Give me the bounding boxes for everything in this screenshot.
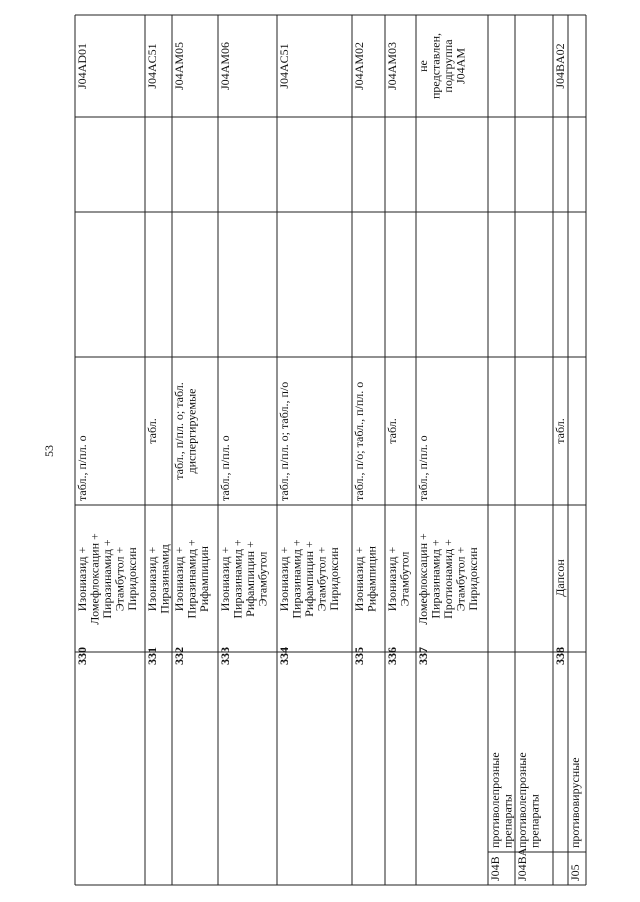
atc-code-cell-line: подгруппа [441, 39, 455, 93]
atc-code-cell [277, 43, 291, 88]
drug-name-cell-line: Пиразинамид + [100, 539, 114, 619]
drug-name-cell-line: Этамбутол [255, 551, 270, 607]
dosage-form-cell-line: табл., п/пл. о; табл., п/о [277, 381, 291, 501]
drug-name-cell-line: Рифампицин + [243, 541, 257, 617]
row-number-line: 337 [416, 647, 430, 665]
drug-name-cell-line: Изониазид + [352, 546, 366, 612]
atc-code-cell [145, 43, 159, 88]
atc-code-cell-line: J04AC51 [277, 43, 291, 89]
row-number-line: 331 [145, 647, 159, 665]
page-number: 53 [42, 445, 56, 457]
page-meta [42, 445, 56, 457]
dosage-form-cell-line: табл. [145, 418, 159, 444]
dosage-form-cell-line: табл., п/пл. о [75, 435, 89, 501]
drug-name-cell-line: Пиразинамид + [230, 539, 245, 619]
drug-name-cell-line: Ломефлоксацин + [87, 533, 102, 625]
row-number-line: 338 [553, 647, 567, 665]
dosage-form-cell [75, 435, 89, 501]
drug-name-cell-line: Пиразинамид + [184, 539, 199, 619]
dosage-form-cell [553, 418, 567, 444]
dosage-form-cell-line: табл. [385, 418, 399, 444]
atc-code-cell-line: представлен, [428, 33, 443, 99]
drug-name-cell-line: Пиразинамид + [428, 539, 443, 619]
dosage-form-cell-line: табл., п/о; табл., п/пл. о [352, 381, 366, 501]
dosage-form-cell-line: табл., п/пл. о [416, 435, 430, 501]
dosage-form-cell-line: табл. [553, 418, 567, 444]
atc-code-cell [553, 43, 567, 88]
row-number-line: 332 [172, 647, 186, 665]
drug-name-cell-line: Изониазид + [218, 546, 232, 612]
drug-name-cell-line: Пиридоксин [466, 547, 480, 611]
atc-code-cell-line: J04AD01 [75, 42, 89, 90]
atc-code-cell-line: J04AM06 [218, 41, 232, 91]
group-name-line: препараты [500, 794, 515, 848]
atc-code-cell-line: J04AM05 [172, 41, 186, 91]
drug-name-cell [218, 539, 270, 618]
group-code-line: J04B [488, 856, 502, 881]
atc-code-cell [75, 43, 89, 89]
drug-name-cell-line: Изониазид + [385, 546, 399, 612]
drug-name-cell-line: Пиразинамид + [289, 539, 304, 619]
dosage-form-cell [416, 435, 430, 501]
group-name-line: противолепрозные [515, 752, 529, 848]
group-name [568, 757, 582, 848]
drug-name-cell-line: Протионамид + [441, 539, 455, 619]
drug-name-cell-line: Изониазид + [172, 546, 186, 612]
row-number-line: 333 [218, 647, 232, 665]
row-number-line: 334 [277, 647, 291, 665]
row-number [416, 647, 430, 665]
row-number [553, 647, 567, 665]
drug-name-cell [75, 533, 139, 625]
dosage-form-cell-line: диспергируемые [184, 388, 199, 474]
group-name [488, 752, 515, 848]
atc-code-cell-line: J04AM02 [352, 41, 366, 91]
drug-name-cell [277, 539, 341, 618]
drug-name-cell-line: Этамбутол + [314, 546, 329, 612]
group-code [488, 856, 502, 881]
drug-name-cell-line: Пиридоксин [327, 547, 341, 611]
drug-name-cell-line: Рифампицин [197, 546, 211, 612]
drug-name-cell [416, 533, 480, 625]
atc-code-cell [172, 42, 186, 90]
dosage-form-cell [385, 418, 399, 444]
drug-name-cell-line: Рифампицин [364, 546, 379, 612]
drug-name-cell-line: Пиридоксин [125, 547, 139, 611]
group-code-line: J04BA [515, 847, 529, 881]
group-code [515, 847, 529, 881]
dosage-form-cell-line: табл., п/пл. о [218, 435, 232, 501]
row-number [352, 647, 366, 665]
drug-name-cell-line: Этамбутол [397, 551, 412, 607]
drug-name-cell-line: Этамбутол + [112, 546, 127, 612]
drug-name-cell-line: Пиразинамид [157, 544, 172, 614]
drug-name-cell [385, 547, 412, 612]
row-number [172, 647, 186, 665]
row-number [277, 647, 291, 665]
atc-code-cell-line: J04AM03 [385, 41, 399, 91]
dosage-form-cell-line: табл., п/пл. о; табл. [172, 382, 186, 480]
atc-code-cell [218, 42, 232, 90]
group-name-line: противолепрозные [488, 752, 502, 848]
row-number [75, 647, 89, 665]
drug-name-cell [145, 544, 172, 613]
atc-code-cell [385, 42, 399, 90]
dosage-form-cell [145, 418, 159, 444]
drug-name-cell-line: Изониазид + [145, 546, 159, 612]
dosage-form-cell [172, 382, 199, 480]
group-code [568, 864, 582, 881]
drug-name-cell-line: Изониазид + [277, 546, 291, 612]
row-number [218, 647, 232, 665]
atc-code-cell-line: J04BA02 [553, 43, 567, 89]
atc-code-cell-line: не [416, 60, 430, 72]
drug-name-cell [553, 559, 567, 597]
row-number-line: 330 [75, 647, 89, 665]
drug-name-cell-line: Изониазид + [75, 546, 89, 612]
drug-name-cell [172, 539, 211, 618]
atc-code-cell [352, 42, 366, 90]
group-name-line: препараты [527, 794, 542, 848]
atc-code-cell-line: J04AM [453, 47, 468, 85]
dosage-form-cell [352, 382, 366, 501]
group-name-line: противовирусные [568, 757, 582, 848]
table-grid [75, 15, 586, 885]
atc-code-cell [416, 33, 468, 99]
row-number-line: 335 [352, 647, 366, 665]
drug-name-cell-line: Рифампицин + [302, 541, 316, 617]
drug-name-cell [352, 545, 379, 611]
group-name [515, 752, 542, 848]
row-number [145, 647, 159, 665]
row-number [385, 647, 399, 665]
dosage-form-cell [218, 435, 232, 501]
table-cells [75, 33, 582, 881]
drug-name-cell-line: Ломефлоксацин + [416, 533, 430, 625]
group-code-line: J05 [568, 864, 582, 881]
drug-name-cell-line: Этамбутол + [453, 546, 468, 612]
dosage-form-cell [277, 382, 291, 501]
row-number-line: 336 [385, 647, 399, 665]
atc-code-cell-line: J04AC51 [145, 43, 159, 89]
drug-name-cell-line: Дапсон [553, 559, 567, 597]
